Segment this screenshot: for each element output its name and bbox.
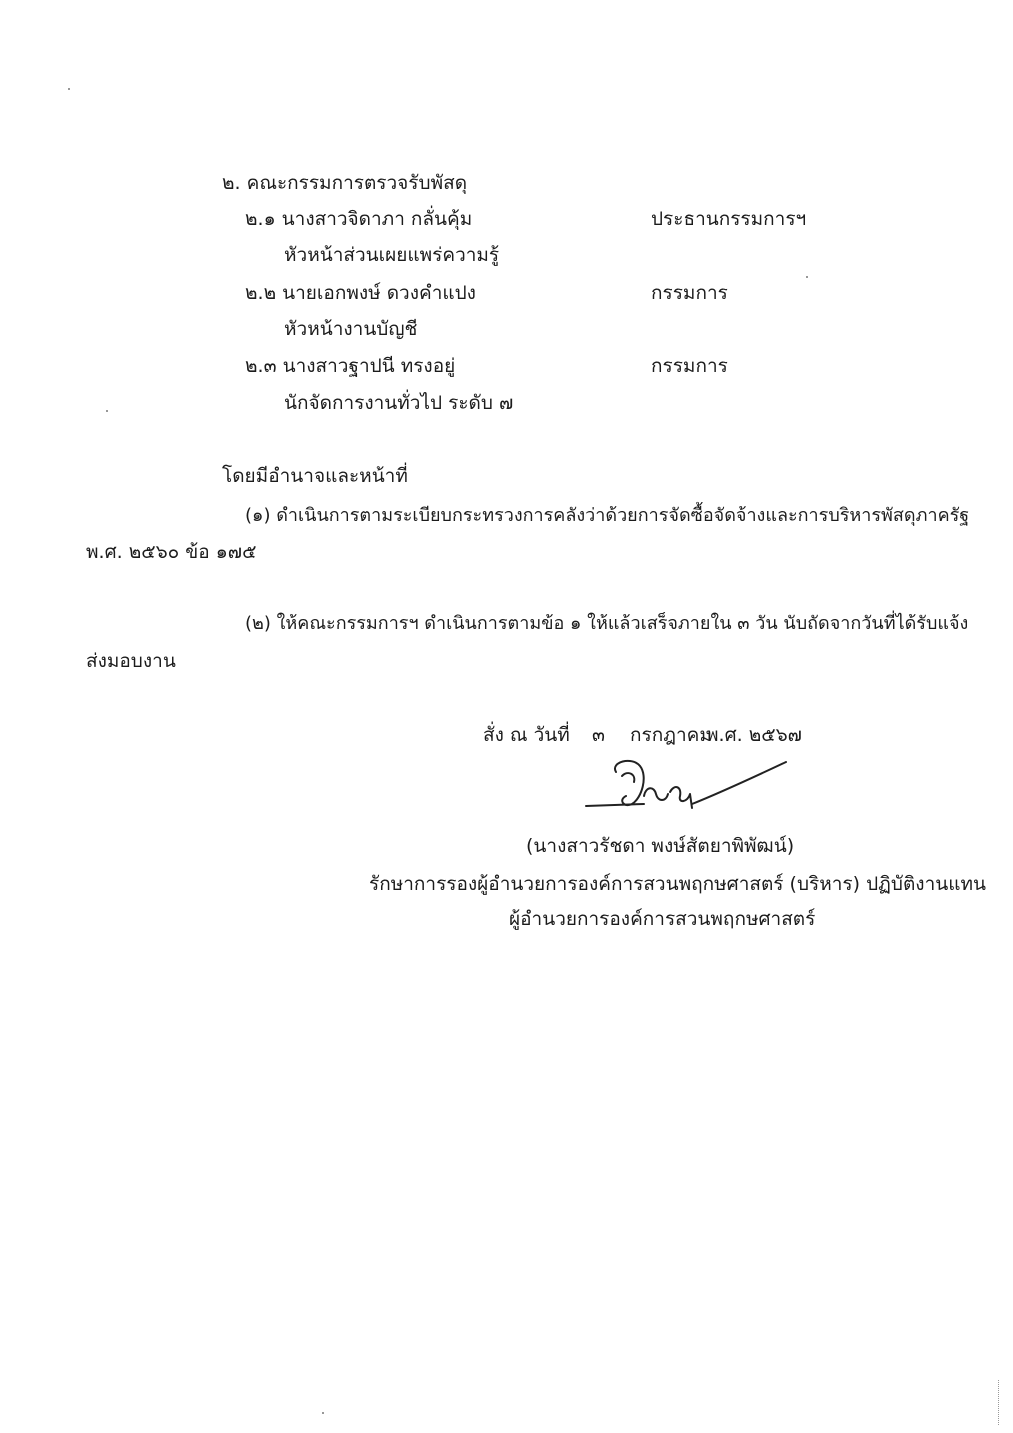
scan-edge-marks [998,1380,1002,1425]
scan-speck [806,276,808,278]
duty-item-1: (๑) ดำเนินการตามระเบียบกระทรวงการคลังว่าด้วยการจัดซื้อจัดจ้างและการบริหารพัสดุภาครัฐ [245,505,970,526]
order-date-prefix: สั่ง ณ วันที่ [483,724,570,746]
duty-item-2-cont: ส่งมอบงาน [86,650,176,672]
signatory-name: (นางสาวรัชดา พงษ์สัตยาพิพัฒน์) [526,835,795,857]
scan-speck [106,410,108,412]
signatory-title-line2: ผู้อำนวยการองค์การสวนพฤกษศาสตร์ [509,908,816,930]
scan-speck [322,1412,324,1414]
member-position: หัวหน้าส่วนเผยแพร่ความรู้ [284,244,500,266]
member-role: ประธานกรรมการฯ [651,208,807,230]
duty-item-2: (๒) ให้คณะกรรมการฯ ดำเนินการตามข้อ ๑ ให้แล้วเสร็จภายใน ๓ วัน นับถัดจากวันที่ได้รับแจ้ง [245,613,969,634]
member-name: ๒.๓ นางสาวฐาปนี ทรงอยู่ [245,355,456,377]
signatory-title-line1: รักษาการรองผู้อำนวยการองค์การสวนพฤกษศาสตร์ (บริหาร) ปฏิบัติงานแทน [369,873,986,895]
order-date-day: ๓ [592,724,605,746]
member-name: ๒.๒ นายเอกพงษ์ ดวงคำแปง [245,282,476,304]
duty-item-1-cont: พ.ศ. ๒๕๖๐ ข้อ ๑๗๕ [86,541,257,563]
member-position: หัวหน้างานบัญชี [284,318,418,340]
section-heading: ๒. คณะกรรมการตรวจรับพัสดุ [222,172,468,194]
order-date-year: พ.ศ. ๒๕๖๗ [706,724,802,746]
member-role: กรรมการ [651,282,728,304]
member-position: นักจัดการงานทั่วไป ระดับ ๗ [284,392,514,414]
member-name: ๒.๑ นางสาวจิดาภา กลั่นคุ้ม [245,208,473,230]
member-role: กรรมการ [651,355,728,377]
scan-speck [68,88,70,90]
duties-heading: โดยมีอำนาจและหน้าที่ [222,465,408,487]
signature-mark [582,752,792,822]
order-date-month: กรกฎาคม [630,724,712,746]
